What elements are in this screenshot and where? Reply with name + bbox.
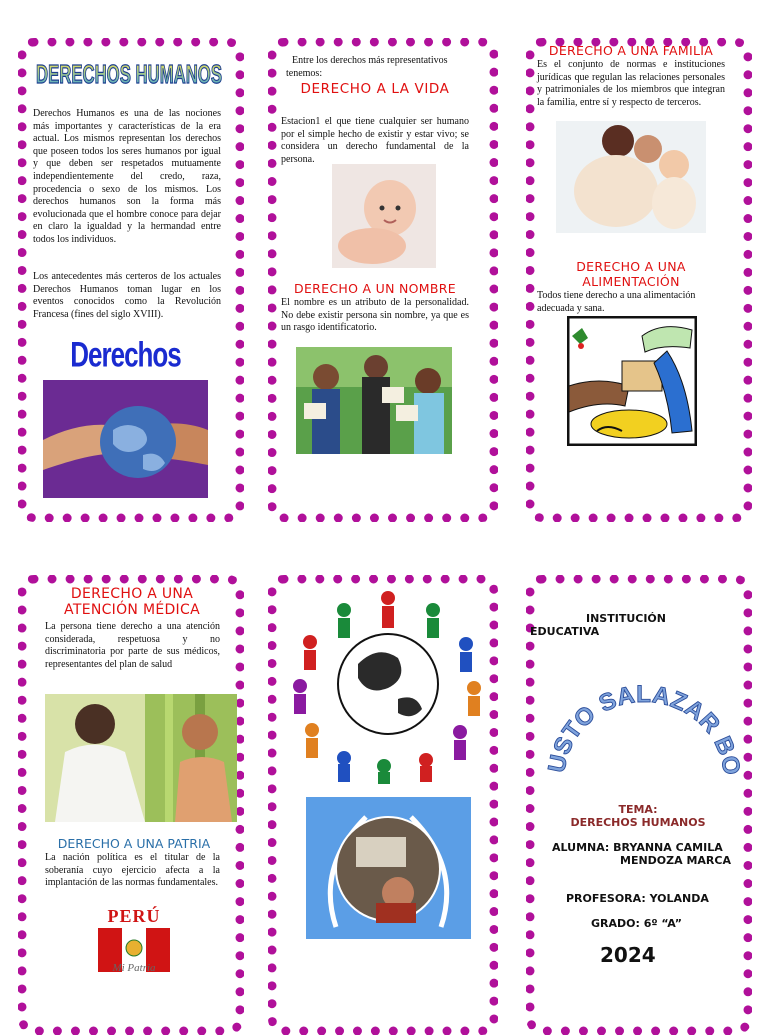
doctor-icon xyxy=(45,694,237,822)
children-names-image xyxy=(296,347,452,454)
institucion-label: INSTITUCIÓN EDUCATIVA xyxy=(530,612,666,638)
vida-text: Estacion1 el que tiene cualquier ser humano por el simple hecho de existir y estar vivo; se considera un derecho fundamental de la persona. xyxy=(281,116,469,165)
alumna-line2: MENDOZA MARCA xyxy=(620,854,731,867)
alumna-line1: ALUMNA: BRYANNA CAMILA xyxy=(552,841,723,854)
baby-icon xyxy=(332,164,436,268)
vida-heading: DERECHO A LA VIDA xyxy=(300,81,450,97)
school-name-wordart xyxy=(536,650,742,790)
panel1-para1: Derechos Humanos es una de las nociones más importantes y características de la era actual. Los mismos representan los derechos que poseen todos los seres humanos por igual y que deben ser respetados mutuamente independientemente del credo, raza, procedencia o sexo de los mismos. Los derechos humanos son la forma más evolucionada que el hombre conoce para dejar en claro la igualdad y la hermandad entre todos los individuos. xyxy=(33,108,221,245)
medica-text: La persona tiene derecho a una atención considerada, respetuosa y no discriminatoria por parte de sus médicos, representantes del plan de salud xyxy=(45,621,220,670)
doctor-image xyxy=(45,694,237,822)
alimentacion-text: Todos tiene derecho a una alimentación adecuada y sana. xyxy=(537,290,696,314)
nombre-text: El nombre es un atributo de la personalidad. No debe existir persona sin nombre, ya que es un rasgo identificatorio. xyxy=(281,297,469,334)
hands-globe-icon xyxy=(43,380,208,498)
hands-globe-image xyxy=(43,380,208,498)
wordart-title xyxy=(34,52,224,92)
globe-people-icon xyxy=(288,584,488,784)
tema-label: TEMA: xyxy=(618,803,658,816)
food-sharing-icon xyxy=(567,316,697,446)
patria-text: La nación política es el titular de la soberanía cuyo ejercicio afecta a la implantación de las normas fundamentales. xyxy=(45,852,220,889)
image-caption: Derechos xyxy=(70,334,181,375)
peru-flag-image xyxy=(96,906,172,976)
svg-text:AUGUSTO SALAZAR BONDY: USTO SALAZAR B xyxy=(543,680,741,775)
panel1-para2: Los antecedentes más certeros de los actuales Derechos Humanos toman lugar en los eventos conocidos como la Revolución Francesa (fines del siglo XVIII). xyxy=(33,271,221,320)
baby-image xyxy=(332,164,436,268)
food-image xyxy=(567,316,697,446)
year-label: 2024 xyxy=(600,943,656,967)
familia-heading: DERECHO A UNA FAMILIA xyxy=(548,43,714,58)
tema-value: DERECHOS HUMANOS xyxy=(570,816,706,829)
un-emblem-icon xyxy=(306,797,471,939)
flag-caption: Mi Patria xyxy=(112,962,156,974)
nombre-heading: DERECHO A UN NOMBRE xyxy=(294,281,456,296)
medica-heading: DERECHO A UNA ATENCIÓN MÉDICA xyxy=(64,586,200,618)
derechos-humanos-image xyxy=(43,332,208,498)
world-people-image xyxy=(288,584,488,784)
un-emblem-image xyxy=(306,797,471,939)
children-icon xyxy=(296,347,452,454)
flag-title: PERÚ xyxy=(107,906,161,926)
family-icon xyxy=(556,121,706,233)
panel2-intro: Entre los derechos más representativos tenemos: xyxy=(286,55,448,79)
patria-heading: DERECHO A UNA PATRIA xyxy=(57,836,211,851)
alimentacion-heading: DERECHO A UNA ALIMENTACIÓN xyxy=(576,259,686,289)
profesora-label: PROFESORA: YOLANDA xyxy=(566,892,709,905)
school-name-arc xyxy=(536,650,742,790)
svg-text:DERECHOS HUMANOS: DERECHOS HUMANOS xyxy=(36,59,222,89)
grado-label: GRADO: 6º “A” xyxy=(591,917,682,930)
family-image xyxy=(556,121,706,233)
familia-text: Es el conjunto de normas e instituciones jurídicas que regulan las relaciones personales y patrimoniales de los miembros que integran la familia, entre sí y respecto de terceros. xyxy=(537,59,725,108)
panel1-title xyxy=(34,52,224,92)
